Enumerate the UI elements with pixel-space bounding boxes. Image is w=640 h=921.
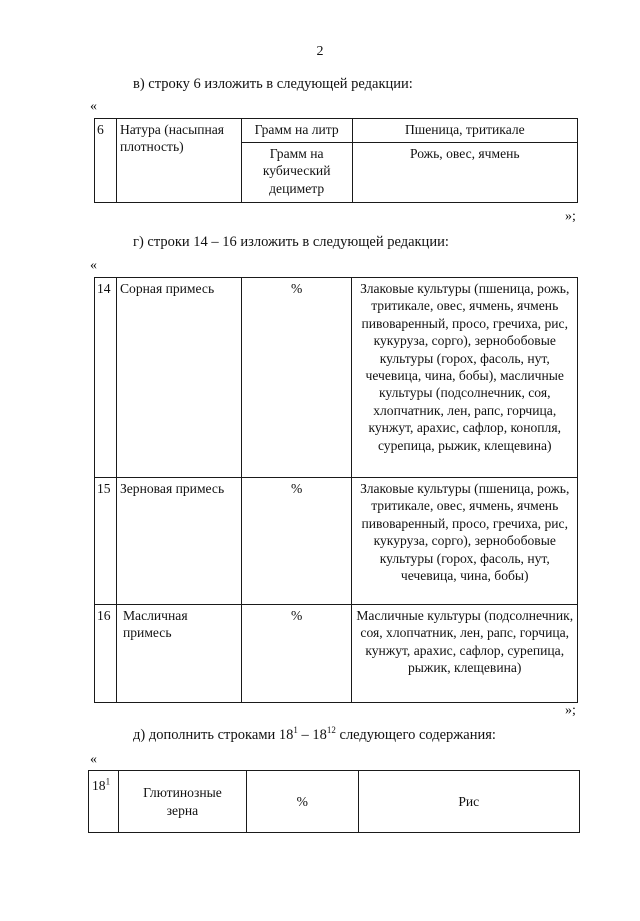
indicator-name: Масличная примесь (116, 605, 241, 703)
crops-cell: Масличные культуры (подсолнечник, соя, хлопчатник, лен, рапс, горчица, кунжут, арахис, сафлор, сурепица, рыжик, клещевина) (352, 605, 578, 703)
crops-cell: Рожь, овес, ячмень (352, 143, 577, 203)
section-d-open-quote: « (90, 752, 97, 767)
indicator-name: Зерновая примесь (116, 478, 241, 605)
table-row (89, 771, 580, 833)
indicator-name: Глютинозные зерна (118, 771, 246, 833)
unit-cell: Грамм на литр (241, 119, 352, 143)
table-row (95, 278, 578, 478)
unit-cell: % (241, 278, 352, 478)
crops-cell: Злаковые культуры (пшеница, рожь, тритикале, овес, ячмень, ячмень пивоваренный, просо, гречиха, рис, кукуруза, сорго), зернобобовые культуры (горох, фасоль, нут, чечевица, чина, бобы), масличные культуры (подсолнечник, соя, хлопчатник, лен, рапс, горчица, кунжут, арахис, сафлор, конопля, сурепица, рыжик, клещевина) (352, 278, 578, 478)
table-row-6 (94, 118, 578, 203)
table-row (95, 478, 578, 605)
crops-cell: Рис (358, 771, 579, 833)
page-number: 2 (316, 44, 324, 59)
table-row-18-1 (88, 770, 580, 833)
section-g-open-quote: « (90, 258, 97, 273)
crops-cell: Злаковые культуры (пшеница, рожь, тритикале, овес, ячмень, ячмень пивоваренный, просо, гречиха, рис, кукуруза, сорго), зернобобовые культуры (горох, фасоль, нут, чечевица, чина, бобы) (352, 478, 578, 605)
section-g-close-quote: »; (565, 703, 576, 718)
unit-cell: % (246, 771, 358, 833)
row-number: $18^1$ (89, 771, 119, 833)
row-number: 16 (95, 605, 117, 703)
indicator-name: Сорная примесь (116, 278, 241, 478)
unit-cell: % (241, 478, 352, 605)
section-v-close-quote: »; (565, 209, 576, 224)
section-v-open-quote: « (90, 99, 97, 114)
unit-cell: % (241, 605, 352, 703)
indicator-name: Натура (насыпная плотность) (116, 119, 241, 203)
crops-cell: Пшеница, тритикале (352, 119, 577, 143)
section-d-intro: д) дополнить строками $18^1 - 18^{12}$ следующего содержания: (133, 725, 496, 743)
table-rows-14-16 (94, 277, 578, 703)
section-g-intro: г) строки 14 – 16 изложить в следующей редакции: (133, 234, 449, 250)
row-number: 14 (95, 278, 117, 478)
unit-cell: Грамм на кубический дециметр (241, 143, 352, 203)
row-number: 15 (95, 478, 117, 605)
table-row (95, 605, 578, 703)
row-number: 6 (95, 119, 117, 203)
section-v-intro: в) строку 6 изложить в следующей редакции: (133, 76, 413, 92)
